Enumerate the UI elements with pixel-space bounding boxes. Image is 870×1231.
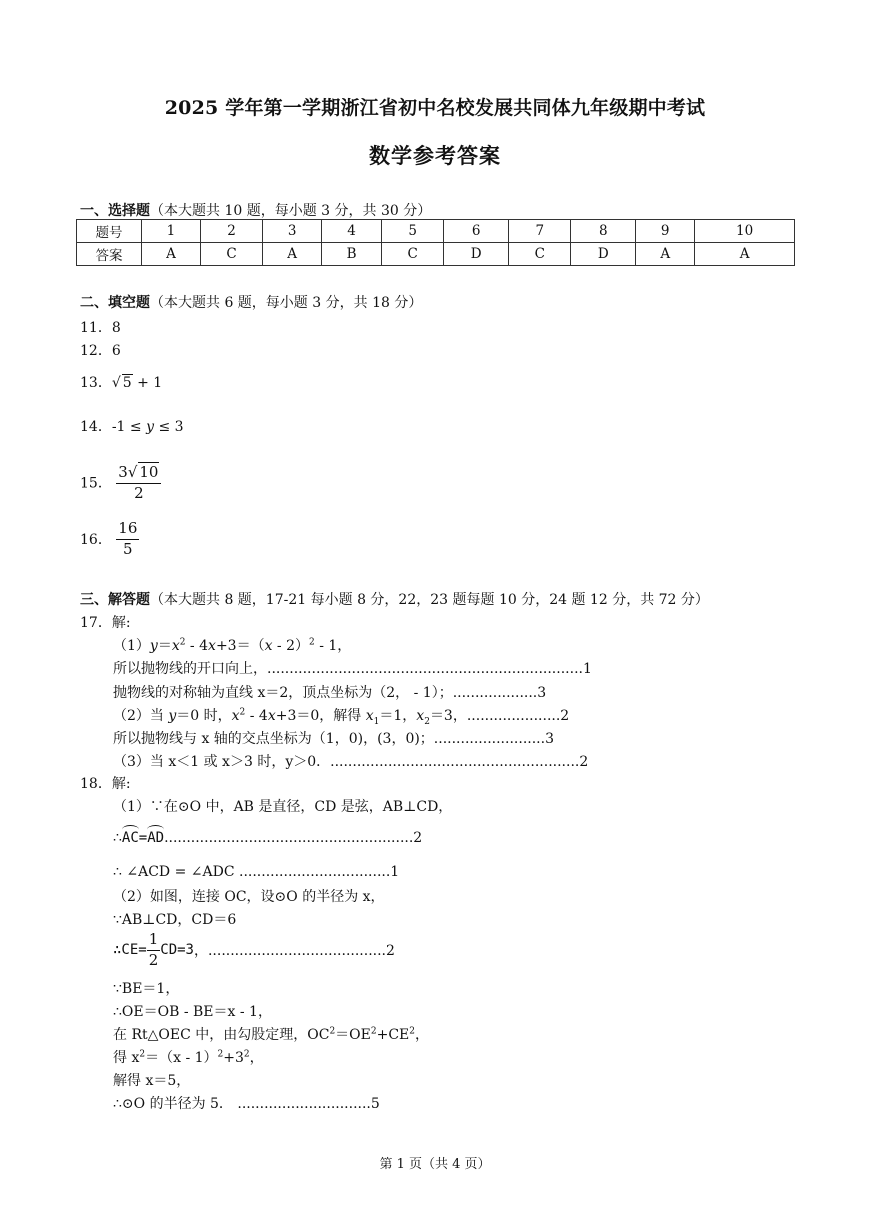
answer-15-coefficient: 3 <box>118 463 128 481</box>
answer-row <box>77 243 795 266</box>
q17-l1-part: ＝ <box>157 638 172 654</box>
q18-l10-part: 2 <box>243 1049 250 1060</box>
row-label-question: 题号 <box>77 220 142 243</box>
answer-cell: A <box>636 243 695 266</box>
q18-l9-part: 2 <box>329 1026 336 1037</box>
q17-l4-part: ＝1， <box>379 708 417 724</box>
q17-l4-part: ＝3，.....................2 <box>429 708 570 724</box>
q17-l1-part: x <box>264 638 273 654</box>
arc-ad: AD <box>147 830 165 846</box>
answer-12: 12．6 <box>80 343 121 359</box>
section2-heading <box>80 292 422 312</box>
half-denominator: 2 <box>148 950 159 969</box>
q17-l4-part: x <box>416 708 425 724</box>
answer-cell: B <box>322 243 382 266</box>
q18-line-11: 解得 x＝5， <box>113 1073 191 1089</box>
equals-sign: = <box>138 830 148 846</box>
answer-13-radicand: 5 <box>122 375 132 391</box>
question-cell: 4 <box>322 220 382 243</box>
q17-l4-part: 2 <box>239 707 246 718</box>
question-number-row <box>77 220 795 243</box>
q18-l10-part: 得 x <box>113 1050 140 1066</box>
section1-title: 一、选择题 <box>80 203 150 219</box>
q18-l9-part: 2 <box>370 1026 377 1037</box>
question-cell: 5 <box>382 220 444 243</box>
q17-l4-part: 2 <box>424 716 430 727</box>
answer-13-number: 13． <box>80 375 112 391</box>
q17-l1-part: y <box>149 638 158 654</box>
section2-title: 二、填空题 <box>80 295 150 311</box>
answer-cell: C <box>200 243 262 266</box>
answer-16-denominator: 5 <box>123 539 133 558</box>
answer-cell: A <box>695 243 795 266</box>
arc-ac: AC <box>121 830 139 846</box>
answer-16-numerator: 16 <box>116 519 139 540</box>
q17-l4-part: （2）当 <box>113 708 169 724</box>
answer-15-fraction <box>116 462 161 503</box>
q18-l10-part: 2 <box>139 1049 146 1060</box>
q17-l1-part: x <box>208 638 216 654</box>
q17-label: 17．解: <box>80 615 131 631</box>
answer-cell: A <box>263 243 322 266</box>
question-cell: 8 <box>571 220 636 243</box>
q18-line-8: ∴OE＝OB - BE＝x - 1， <box>113 1004 272 1020</box>
answer-16-fraction <box>116 519 139 559</box>
answer-16-number: 16． <box>80 532 112 548</box>
q18-l9-part: +CE <box>376 1027 410 1043</box>
answer-14 <box>80 416 184 436</box>
q18-l9-part: 在 Rt△OEC 中，由勾股定理，OC <box>113 1027 330 1043</box>
question-cell: 3 <box>263 220 322 243</box>
section2-note: （本大题共 6 题，每小题 3 分，共 18 分） <box>150 295 423 311</box>
q17-l4-part: - 4 <box>245 708 268 724</box>
q17-l1-part: +3＝（ <box>215 638 265 654</box>
q17-l1-part: - 1， <box>314 638 352 654</box>
q17-line-6: （3）当 x＜1 或 x＞3 时，y＞0．........................................................2 <box>113 754 589 770</box>
q18-line-10 <box>113 1047 264 1067</box>
answer-cell: D <box>571 243 636 266</box>
answer-15-radicand: 10 <box>139 463 159 481</box>
page-footer: 第 1 页（共 4 页） <box>379 1157 491 1172</box>
q17-l1-part: - 2） <box>272 638 310 654</box>
section3-heading <box>80 589 709 609</box>
q17-l4-part: +3＝0，解得 <box>275 708 366 724</box>
q17-l4-part: x <box>231 708 240 724</box>
q17-line-5: 所以抛物线与 x 轴的交点坐标为（1，0)，(3，0)；.........................3 <box>113 731 554 747</box>
q17-l4-part: y <box>168 708 177 724</box>
q17-line-1 <box>113 635 351 655</box>
q17-l4-part: ＝0 时， <box>176 708 232 724</box>
answer-cell: C <box>382 243 444 266</box>
question-cell: 6 <box>444 220 509 243</box>
q18-l9-part: ， <box>415 1027 430 1043</box>
answer-14-number: 14． <box>80 419 112 435</box>
answer-14-upper: ≤ 3 <box>154 419 184 435</box>
q17-l1-part: 2 <box>179 637 186 648</box>
q18-line-4: （2）如图，连接 OC，设⊙O 的半径为 x， <box>113 889 385 905</box>
answer-14-variable: y <box>146 419 155 435</box>
row-label-answer: 答案 <box>77 243 142 266</box>
question-cell: 2 <box>200 220 262 243</box>
q18-l9-part: 2 <box>409 1026 416 1037</box>
score-dots: ，........................................2 <box>193 943 395 959</box>
document-title: 数学参考答案 <box>369 143 501 168</box>
q17-l1-part: （1） <box>113 638 150 654</box>
answer-13: 13．√ 5 + 1 <box>80 375 163 391</box>
q18-line-5: ∵AB⊥CD，CD＝6 <box>113 912 237 928</box>
question-cell: 1 <box>142 220 201 243</box>
q18-line-7: ∵BE＝1， <box>113 981 180 997</box>
section3-note: （本大题共 8 题，17-21 每小题 8 分，22，23 题每题 10 分，24 题 12 分，共 72 分） <box>150 592 709 608</box>
answer-16 <box>80 519 139 559</box>
q18-l10-part: +3 <box>223 1050 244 1066</box>
q18-l10-part: 2 <box>217 1049 224 1060</box>
answer-15-numerator: 3√ 10 <box>116 462 161 484</box>
q17-line-2: 所以抛物线的开口向上，.......................................................................1 <box>113 661 592 677</box>
q18-line-12: ∴⊙O 的半径为 5． ..............................5 <box>113 1096 380 1112</box>
q18-l9-part: ＝OE <box>335 1027 371 1043</box>
answer-15-denominator: 2 <box>134 483 144 502</box>
answer-15-number: 15． <box>80 475 112 492</box>
q18-line-3: ∴ ∠ACD = ∠ADC ..................................1 <box>113 864 400 880</box>
question-cell: 9 <box>636 220 695 243</box>
question-cell: 10 <box>695 220 795 243</box>
q17-l1-part: x <box>171 638 180 654</box>
half-fraction <box>147 930 161 970</box>
q18-l10-part: ， <box>249 1050 264 1066</box>
therefore-symbol: ∴ <box>113 830 122 846</box>
answer-cell: C <box>509 243 571 266</box>
exam-title: 2025 学年第一学期浙江省初中名校发展共同体九年级期中考试 <box>164 97 706 119</box>
q18-label: 18．解: <box>80 776 131 792</box>
answer-14-lower: -1 ≤ <box>111 419 147 435</box>
section1-heading <box>80 200 431 220</box>
answer-11: 11．8 <box>80 320 121 336</box>
answer-15 <box>80 462 161 503</box>
score-dots: ........................................................2 <box>164 830 423 846</box>
q18-line-1: （1）∵在⊙O 中，AB 是直径，CD 是弦，AB⊥CD， <box>113 799 453 815</box>
q17-line-4 <box>113 705 569 727</box>
question-cell: 7 <box>509 220 571 243</box>
q17-l1-part: - 4 <box>185 638 209 654</box>
section3-title: 三、解答题 <box>80 592 150 608</box>
q18-line-9 <box>113 1024 429 1044</box>
q17-l4-part: x <box>365 708 374 724</box>
section1-note: （本大题共 10 题，每小题 3 分，共 30 分） <box>150 203 432 219</box>
q18-line-2 <box>113 830 422 846</box>
answer-cell: D <box>444 243 509 266</box>
q18-l10-part: ＝（x - 1） <box>145 1050 218 1066</box>
answer-13-tail: + 1 <box>132 375 163 391</box>
answer-table <box>76 219 795 266</box>
q17-line-3: 抛物线的对称轴为直线 x＝2，顶点坐标为（2， - 1）；...................3 <box>113 685 547 701</box>
q17-l1-part: 2 <box>309 637 315 648</box>
half-numerator: 1 <box>147 930 161 951</box>
q17-l4-part: x <box>267 708 276 724</box>
answer-cell: A <box>142 243 201 266</box>
q18-l6-part: ∴CE= <box>113 942 147 958</box>
q18-l6-part: CD=3 <box>160 942 194 958</box>
q18-line-6 <box>113 930 395 970</box>
q17-l4-part: 1 <box>373 716 380 727</box>
